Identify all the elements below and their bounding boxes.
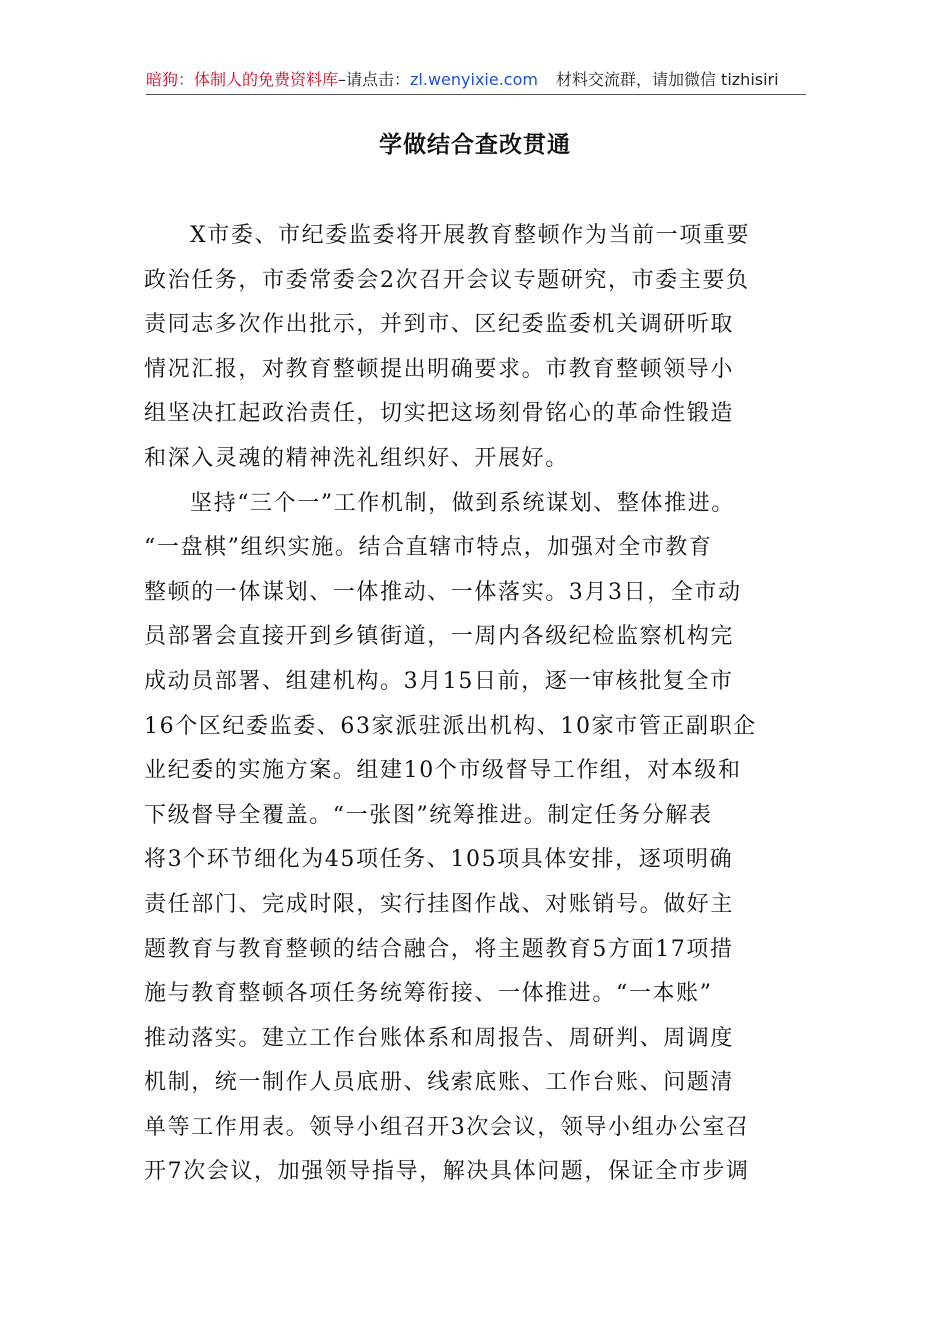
body-line: “一盘棋”组织实施。结合直辖市特点，加强对全市教育 — [144, 535, 713, 561]
body-line: 组坚决扛起政治责任，切实把这场刻骨铭心的革命性锻造 — [144, 401, 735, 427]
header-wechat-note: 材料交流群，请加微信 tizhisiri — [555, 70, 779, 89]
body-line: 机制，统一制作人员底册、线索底账、工作台账、问题清 — [144, 1070, 735, 1096]
header-brand: 暗狗：体制人的免费资料库 — [146, 70, 339, 89]
body-line: 责同志多次作出批示，并到市、区纪委监委机关调研听取 — [144, 312, 735, 338]
body-line: 和深入灵魂的精神洗礼组织好、开展好。 — [144, 445, 569, 471]
header-click-prompt: –请点击： — [338, 70, 411, 89]
body-line: 坚持“三个一”工作机制，做到系统谋划、整体推进。 — [190, 490, 735, 516]
body-line: 员部署会直接开到乡镇街道，一周内各级纪检监察机构完 — [144, 624, 735, 650]
header-url-link[interactable]: zl.wenyixie.com — [410, 70, 538, 89]
body-line: 成动员部署、组建机构。3月15日前，逐一审核批复全市 — [144, 668, 734, 694]
body-line: 政治任务，市委常委会2次召开会议专题研究，市委主要负 — [144, 267, 750, 293]
body-line: 题教育与教育整顿的结合融合，将主题教育5方面17项措 — [144, 936, 734, 962]
body-line: 责任部门、完成时限，实行挂图作战、对账销号。做好主 — [144, 891, 735, 917]
document-body — [144, 214, 810, 1195]
body-line: 下级督导全覆盖。“一张图”统筹推进。制定任务分解表 — [144, 802, 713, 828]
body-line: 情况汇报，对教育整顿提出明确要求。市教育整顿领导小 — [144, 356, 735, 382]
body-line: 业纪委的实施方案。组建10个市级督导工作组，对本级和 — [144, 758, 742, 784]
body-line: X市委、市纪委监委将开展教育整顿作为当前一项重要 — [190, 223, 751, 248]
body-line: 单等工作用表。领导小组召开3次会议，领导小组办公室召 — [144, 1114, 750, 1140]
body-line: 整顿的一体谋划、一体推动、一体落实。3月3日，全市动 — [144, 579, 742, 605]
body-line: 开7次会议，加强领导指导，解决具体问题，保证全市步调 — [144, 1159, 750, 1185]
body-line: 施与教育整顿各项任务统筹衔接、一体推进。“一本账” — [144, 981, 713, 1007]
document-title: 学做结合查改贯通 — [379, 132, 571, 158]
body-line: 推动落实。建立工作台账体系和周报告、周研判、周调度 — [144, 1025, 735, 1051]
page-header — [146, 66, 806, 94]
body-line: 16个区纪委监委、63家派驻派出机构、10家市管正副职企 — [144, 713, 757, 739]
body-line: 将3个环节细化为45项任务、105项具体安排，逐项明确 — [144, 847, 734, 873]
header-divider — [146, 94, 806, 95]
